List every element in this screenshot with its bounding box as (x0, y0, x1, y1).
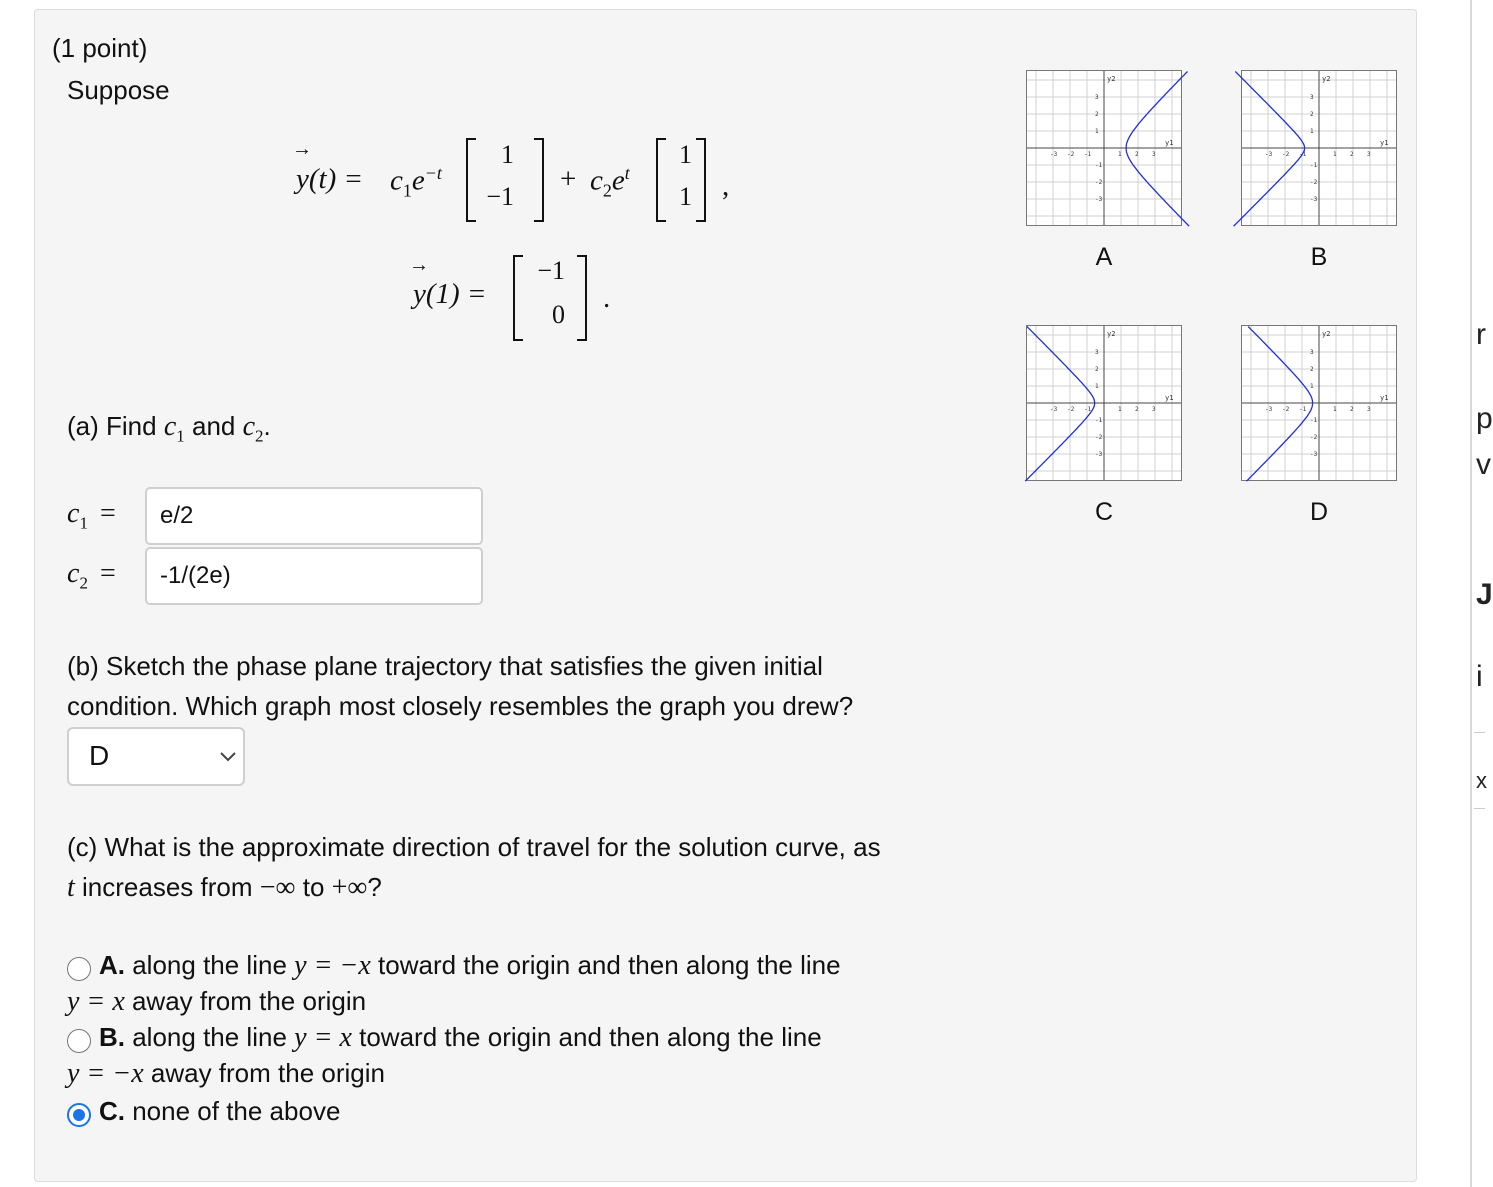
y-tick-label: -1 (1310, 162, 1318, 169)
c2-label (67, 558, 116, 594)
vec1-bottom: −1 (486, 182, 514, 211)
clipped-glyph: v (1476, 448, 1491, 481)
y-tick-label: -3 (1310, 196, 1318, 203)
option-a-math1: y = −x (294, 950, 371, 981)
option-c-text1: none of the above (125, 1096, 341, 1126)
eq1-lhs: y(t) = (296, 163, 364, 195)
c2-subscript: 2 (255, 426, 264, 446)
y-tick-label: -3 (1095, 196, 1103, 203)
pos-infinity: +∞ (331, 872, 368, 903)
option-b-text3: away from the origin (143, 1058, 385, 1088)
option-b-letter: B. (99, 1022, 125, 1052)
solution-curve (1247, 327, 1313, 482)
c1-input[interactable]: e/2 (145, 487, 483, 545)
vector-arrow: → (292, 138, 312, 160)
x-tick-label: -1 (1299, 151, 1307, 158)
c1-symbol: c (163, 411, 177, 442)
t-symbol: t (67, 872, 75, 903)
x-tick-label: 3 (1152, 406, 1156, 413)
x-tick-label: -3 (1050, 406, 1058, 413)
option-b-text2: toward the origin and then along the line (351, 1022, 822, 1052)
x-axis-label: y1 (1165, 394, 1174, 402)
vec3-top: −1 (537, 256, 565, 285)
y-tick-label: -3 (1310, 451, 1318, 458)
points-label: (1 point) (52, 33, 148, 63)
y-tick-label: -2 (1310, 179, 1318, 186)
option-b-line1 (99, 1022, 822, 1054)
option-c-line1 (99, 1096, 340, 1127)
graph-d-label: D (1309, 498, 1329, 526)
y-tick-label: 1 (1310, 128, 1314, 135)
y-axis-label: y2 (1322, 330, 1331, 338)
y-tick-label: 3 (1095, 349, 1099, 356)
option-a-line1 (99, 950, 841, 982)
graph-d-plot (1242, 326, 1396, 480)
solution-curve (1126, 72, 1189, 227)
option-b-math2: y = −x (67, 1058, 144, 1089)
eq2-lhs: y(1) = (413, 278, 487, 310)
part-a-prompt (67, 411, 271, 447)
bracket-right (534, 138, 544, 222)
exp-t: t (624, 163, 630, 183)
y-tick-label: -1 (1095, 417, 1103, 424)
option-b-line2 (67, 1058, 385, 1090)
comma: , (722, 170, 730, 202)
option-a-text1: along the line (125, 950, 295, 980)
period: . (263, 411, 271, 441)
exp-base: e (411, 164, 425, 197)
bracket-left (466, 138, 476, 222)
option-a-math2: y = x (67, 986, 125, 1017)
option-c-radio[interactable] (67, 1103, 91, 1127)
x-axis-label: y1 (1165, 139, 1174, 147)
y-tick-label: 3 (1095, 94, 1099, 101)
y-tick-label: -1 (1310, 417, 1318, 424)
graph-b-label: B (1310, 243, 1328, 271)
clipped-glyph: r (1476, 318, 1486, 351)
y-tick-label: 2 (1095, 366, 1099, 373)
c2-symbol: c (67, 558, 80, 589)
part-a-prefix: (a) Find (67, 411, 157, 441)
y-tick-label: -2 (1095, 179, 1103, 186)
part-b-prompt-line1: (b) Sketch the phase plane trajectory that satisfies the given initial (67, 651, 823, 681)
y-axis-label: y2 (1107, 330, 1116, 338)
x-tick-label: 2 (1350, 406, 1354, 413)
option-b-math1: y = x (294, 1022, 352, 1053)
equals-sign: = (99, 498, 116, 529)
x-tick-label: 2 (1135, 151, 1139, 158)
plus-sign: + (560, 163, 577, 195)
graph-b (1241, 70, 1397, 226)
bracket-right (696, 138, 706, 222)
y-tick-label: 1 (1095, 383, 1099, 390)
x-tick-label: -1 (1299, 406, 1307, 413)
y-axis-label: y2 (1322, 75, 1331, 83)
c1-subscript: 1 (79, 513, 88, 533)
y-tick-label: -1 (1095, 162, 1103, 169)
option-a-line2 (67, 986, 366, 1018)
clipped-glyph: x (1476, 768, 1487, 793)
bracket-left (513, 255, 523, 341)
graph-a-plot (1027, 71, 1181, 225)
option-c-letter: C. (99, 1096, 125, 1126)
y-tick-label: 2 (1310, 366, 1314, 373)
neg-infinity: −∞ (259, 872, 296, 903)
graph-a-label: A (1095, 243, 1113, 271)
y-tick-label: 3 (1310, 349, 1314, 356)
x-tick-label: -1 (1084, 151, 1092, 158)
clipped-glyph: p (1476, 402, 1493, 435)
vec1-top: 1 (501, 140, 514, 169)
chevron-down-icon (219, 751, 237, 763)
vector-arrow: → (409, 254, 429, 276)
to-text: to (295, 872, 332, 902)
graph-c (1026, 325, 1182, 481)
c2-subscript: 2 (79, 573, 88, 593)
solution-curve (1234, 72, 1305, 227)
y-tick-label: -2 (1095, 434, 1103, 441)
period: . (603, 282, 611, 314)
graph-d (1241, 325, 1397, 481)
x-tick-label: 1 (1333, 151, 1337, 158)
c2-symbol: c (590, 164, 603, 197)
y-tick-label: 2 (1310, 111, 1314, 118)
clipped-glyph: i (1476, 660, 1483, 693)
c2-subscript: 2 (602, 180, 612, 201)
x-tick-label: 2 (1350, 151, 1354, 158)
c1-subscript: 1 (402, 180, 412, 201)
y-tick-label: 1 (1310, 383, 1314, 390)
divider (1474, 732, 1485, 733)
option-a-text3: away from the origin (124, 986, 367, 1016)
option-a-text2: toward the origin and then along the line (370, 950, 841, 980)
x-tick-label: -3 (1050, 151, 1058, 158)
graph-b-plot (1242, 71, 1396, 225)
x-tick-label: 3 (1152, 151, 1156, 158)
y-axis-label: y2 (1107, 75, 1116, 83)
x-tick-label: -3 (1265, 151, 1273, 158)
x-tick-label: -1 (1084, 406, 1092, 413)
intro-text: Suppose (67, 75, 170, 105)
option-b-text1: along the line (125, 1022, 295, 1052)
y-tick-label: 3 (1310, 94, 1314, 101)
c2-symbol: c (242, 411, 256, 442)
x-tick-label: 1 (1118, 406, 1122, 413)
y-tick-label: 1 (1095, 128, 1099, 135)
part-c-prompt-line2 (67, 872, 382, 904)
x-tick-label: -2 (1282, 151, 1290, 158)
divider (1474, 808, 1485, 809)
c1-symbol: c (390, 164, 403, 197)
x-tick-label: 3 (1367, 151, 1371, 158)
graph-c-label: C (1094, 498, 1114, 526)
y-tick-label: -2 (1310, 434, 1318, 441)
x-tick-label: -2 (1067, 406, 1075, 413)
x-tick-label: 1 (1118, 151, 1122, 158)
graph-select-value: D (89, 740, 110, 771)
part-b-prompt-line2: condition. Which graph most closely resembles the graph you drew? (67, 691, 854, 721)
part-c-prompt-line1: (c) What is the approximate direction of travel for the solution curve, as (67, 832, 881, 862)
equation-2 (405, 250, 645, 345)
x-tick-label: 3 (1367, 406, 1371, 413)
clipped-glyph: J (1476, 578, 1493, 611)
x-axis-label: y1 (1380, 139, 1389, 147)
x-tick-label: -2 (1067, 151, 1075, 158)
equals-sign: = (99, 558, 116, 589)
vec3-bottom: 0 (552, 300, 565, 329)
y-tick-label: 2 (1095, 111, 1099, 118)
equation-1 (290, 130, 750, 230)
graph-select[interactable] (67, 727, 245, 786)
exp-base: e (611, 164, 625, 197)
y-tick-label: -3 (1095, 451, 1103, 458)
graph-a (1026, 70, 1182, 226)
c1-subscript: 1 (176, 426, 185, 446)
question-mark: ? (367, 872, 382, 902)
option-a-radio[interactable] (67, 957, 91, 981)
c1-symbol: c (67, 498, 80, 529)
x-tick-label: -2 (1282, 406, 1290, 413)
x-axis-label: y1 (1380, 394, 1389, 402)
x-tick-label: -3 (1265, 406, 1273, 413)
x-tick-label: 2 (1135, 406, 1139, 413)
vec2-bottom: 1 (679, 182, 692, 211)
option-b-radio[interactable] (67, 1029, 91, 1053)
option-a-letter: A. (99, 950, 125, 980)
vec2-top: 1 (679, 140, 692, 169)
bracket-right (577, 255, 587, 341)
graph-c-plot (1027, 326, 1181, 480)
increases-text: increases from (74, 872, 260, 902)
x-tick-label: 1 (1333, 406, 1337, 413)
c2-input[interactable]: -1/(2e) (145, 547, 483, 605)
c1-label (67, 498, 116, 534)
window-divider (1470, 0, 1472, 1187)
exp-neg-t: −t (424, 163, 442, 183)
and-text: and (191, 411, 236, 441)
